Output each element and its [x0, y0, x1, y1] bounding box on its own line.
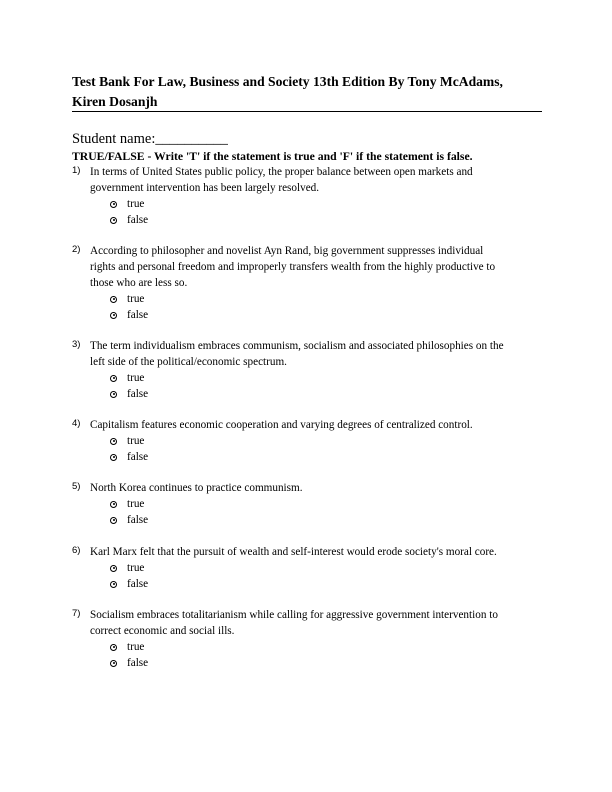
question-item: [72, 164, 542, 228]
answer-option-true[interactable]: [110, 196, 542, 212]
question-text: [90, 544, 542, 560]
question-item: [72, 607, 542, 671]
radio-button-icon[interactable]: [110, 660, 117, 667]
question-text-line: Capitalism features economic cooperation and varying degrees of centralized control.: [90, 419, 473, 431]
radio-button-icon[interactable]: [110, 375, 117, 382]
question-number: 7): [72, 608, 81, 619]
answer-option-false[interactable]: [110, 449, 542, 465]
option-label: true: [127, 372, 145, 384]
answer-option-true[interactable]: [110, 560, 542, 576]
question-text-line: North Korea continues to practice communism.: [90, 482, 303, 494]
question-number: 1): [72, 165, 81, 176]
option-label: true: [127, 498, 145, 510]
radio-button-icon[interactable]: [110, 312, 117, 319]
answer-option-false[interactable]: [110, 386, 542, 402]
question-text-line: According to philosopher and novelist Ayn Rand, big government suppresses individual: [90, 245, 484, 257]
question-text-line: The term individualism embraces communism, socialism and associated philosophies on the: [90, 340, 504, 352]
question-text: [90, 607, 542, 639]
question-item: [72, 544, 542, 592]
radio-button-icon[interactable]: [110, 201, 117, 208]
answer-option-true[interactable]: [110, 291, 542, 307]
option-label: false: [127, 214, 149, 226]
radio-button-icon[interactable]: [110, 517, 117, 524]
question-item: [72, 417, 542, 465]
option-label: false: [127, 578, 149, 590]
option-label: true: [127, 435, 145, 447]
question-text-line: In terms of United States public policy, the proper balance between open markets and: [90, 166, 473, 178]
question-text: [90, 417, 542, 433]
radio-button-icon[interactable]: [110, 501, 117, 508]
answer-options: [110, 639, 542, 671]
answer-options: [110, 433, 542, 465]
answer-option-false[interactable]: [110, 212, 542, 228]
radio-button-icon[interactable]: [110, 454, 117, 461]
answer-option-true[interactable]: [110, 370, 542, 386]
title-line-1: Test Bank For Law, Business and Society 13th Edition By Tony McAdams,: [72, 74, 503, 89]
answer-options: [110, 496, 542, 528]
question-text-line: those who are less so.: [90, 277, 188, 289]
radio-button-icon[interactable]: [110, 565, 117, 572]
question-text-line: left side of the political/economic spectrum.: [90, 356, 287, 368]
answer-options: [110, 560, 542, 592]
question-item: [72, 338, 542, 402]
section-instructions: TRUE/FALSE - Write 'T' if the statement is true and 'F' if the statement is false.: [72, 150, 473, 163]
question-number: 5): [72, 481, 81, 492]
option-label: false: [127, 657, 149, 669]
question-text: [90, 164, 542, 196]
option-label: true: [127, 198, 145, 210]
option-label: true: [127, 562, 145, 574]
question-text-line: correct economic and social ills.: [90, 625, 235, 637]
question-text: [90, 243, 542, 291]
answer-option-true[interactable]: [110, 433, 542, 449]
question-text-line: Karl Marx felt that the pursuit of wealth and self-interest would erode society's moral core.: [90, 546, 497, 558]
document-title: [72, 72, 542, 112]
option-label: true: [127, 293, 145, 305]
answer-option-false[interactable]: [110, 512, 542, 528]
title-line-2: Kiren Dosanjh: [72, 94, 158, 109]
option-label: false: [127, 514, 149, 526]
student-name-field: Student name:__________: [72, 131, 228, 147]
question-number: 6): [72, 545, 81, 556]
radio-button-icon[interactable]: [110, 581, 117, 588]
question-text-line: rights and personal freedom and improperly transfers wealth from the highly productive to: [90, 261, 496, 273]
answer-options: [110, 291, 542, 323]
answer-options: [110, 196, 542, 228]
radio-button-icon[interactable]: [110, 217, 117, 224]
answer-option-false[interactable]: [110, 576, 542, 592]
title-divider: [72, 111, 542, 112]
radio-button-icon[interactable]: [110, 644, 117, 651]
option-label: true: [127, 641, 145, 653]
answer-options: [110, 370, 542, 402]
question-text-line: government intervention has been largely resolved.: [90, 182, 320, 194]
answer-option-false[interactable]: [110, 307, 542, 323]
question-number: 3): [72, 339, 81, 350]
question-item: [72, 480, 542, 528]
radio-button-icon[interactable]: [110, 391, 117, 398]
radio-button-icon[interactable]: [110, 296, 117, 303]
question-number: 4): [72, 418, 81, 429]
answer-option-true[interactable]: [110, 496, 542, 512]
question-text: [90, 480, 542, 496]
answer-option-false[interactable]: [110, 655, 542, 671]
option-label: false: [127, 388, 149, 400]
option-label: false: [127, 451, 149, 463]
radio-button-icon[interactable]: [110, 438, 117, 445]
question-text: [90, 338, 542, 370]
answer-option-true[interactable]: [110, 639, 542, 655]
question-text-line: Socialism embraces totalitarianism while calling for aggressive government intervention to: [90, 609, 498, 621]
question-item: [72, 243, 542, 323]
question-number: 2): [72, 244, 81, 255]
option-label: false: [127, 309, 149, 321]
